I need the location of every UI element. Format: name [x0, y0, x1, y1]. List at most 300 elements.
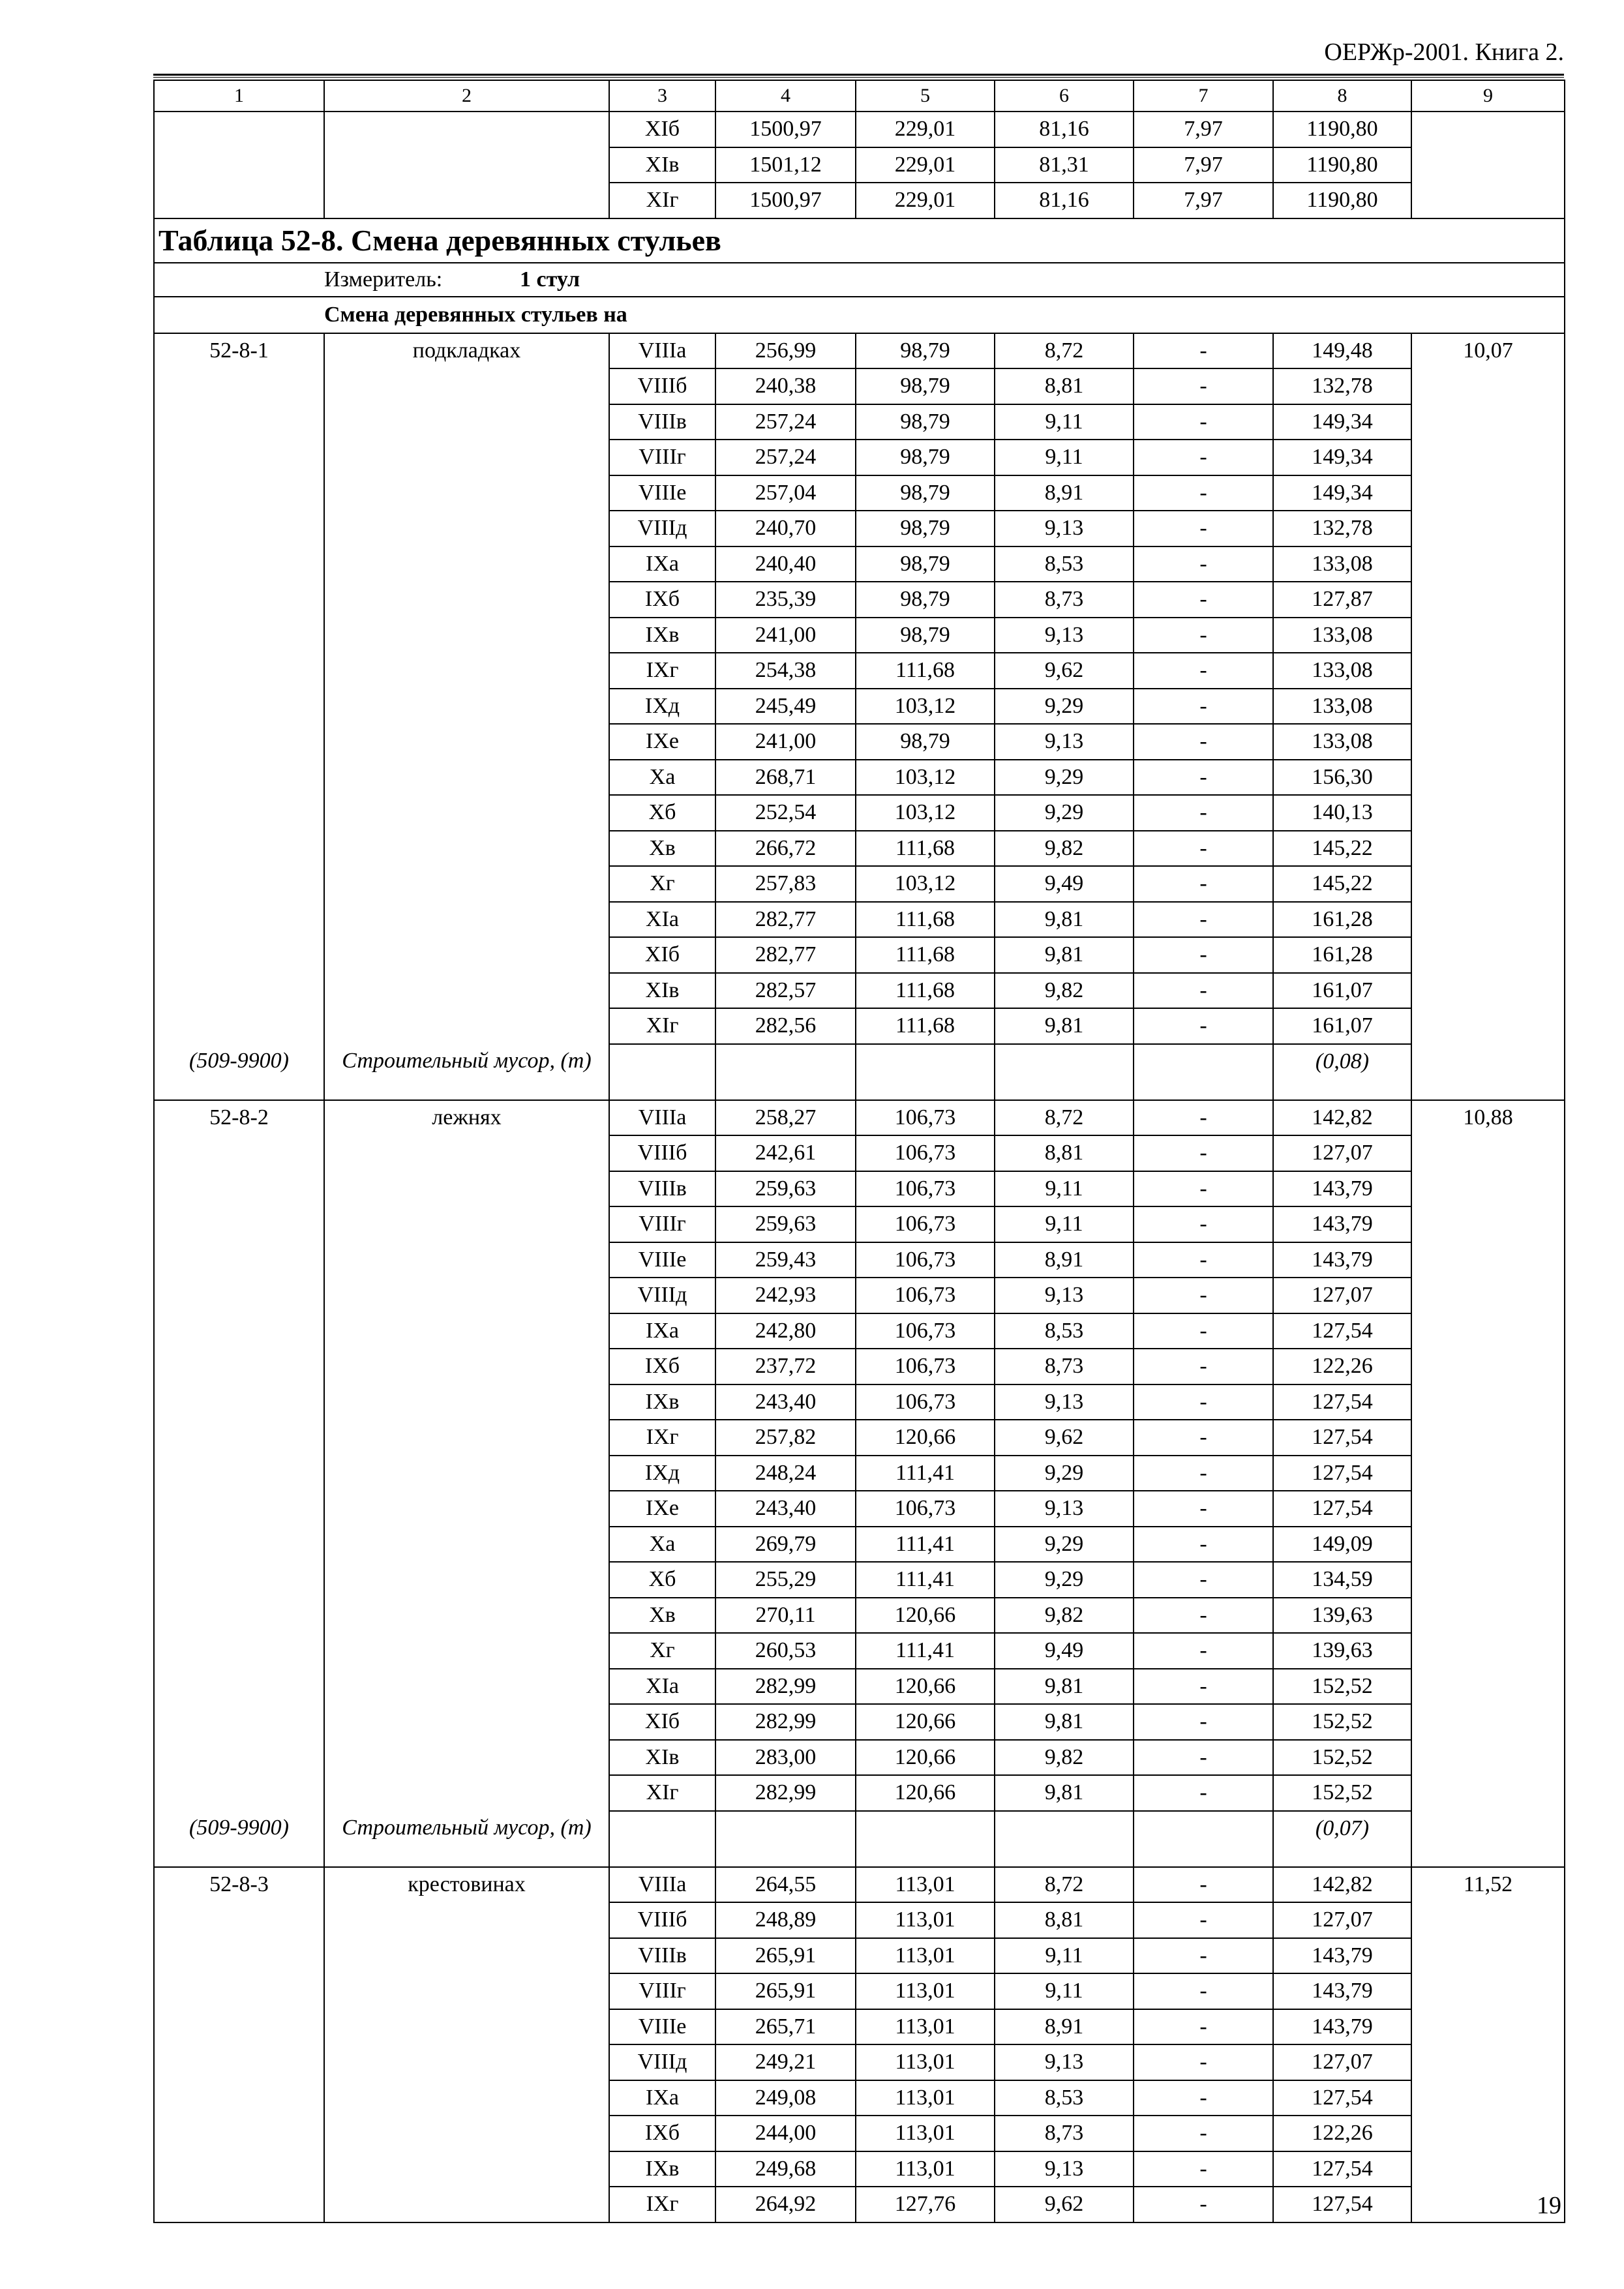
table-row [154, 1775, 1565, 1811]
code-cell [154, 440, 324, 475]
labor-hours-cell [1411, 902, 1565, 938]
labor-cost-cell: 113,01 [856, 1938, 995, 1974]
conditions-cell: Xa [609, 1527, 715, 1563]
name-cell [324, 831, 609, 867]
conditions-cell: Xв [609, 1598, 715, 1634]
column-number: 2 [324, 80, 609, 112]
machine-labor-cell: - [1134, 866, 1273, 902]
name-cell [324, 1562, 609, 1598]
machine-labor-cell: - [1134, 1562, 1273, 1598]
materials-cost-cell: 143,79 [1273, 1242, 1411, 1278]
materials-cost-cell: 132,78 [1273, 511, 1411, 546]
name-cell [324, 546, 609, 582]
labor-hours-cell [1411, 440, 1565, 475]
intro-cell [154, 297, 1565, 333]
labor-cost-cell: 98,79 [856, 404, 995, 440]
table-row [154, 795, 1565, 831]
code-cell [154, 1740, 324, 1776]
conditions-cell: VIIIд [609, 511, 715, 546]
labor-cost-cell: 106,73 [856, 1135, 995, 1171]
direct-cost-cell: 241,00 [715, 724, 856, 760]
materials-cost-cell: 133,08 [1273, 724, 1411, 760]
direct-cost-cell: 242,61 [715, 1135, 856, 1171]
labor-hours-cell [1411, 475, 1565, 511]
code-cell [154, 475, 324, 511]
direct-cost-cell: 266,72 [715, 831, 856, 867]
empty-cell [609, 1044, 715, 1100]
conditions-cell: VIIIб [609, 1902, 715, 1938]
machine-cost-cell: 8,91 [995, 475, 1134, 511]
name-cell [324, 582, 609, 618]
labor-cost-cell: 113,01 [856, 2044, 995, 2080]
labor-cost-cell: 98,79 [856, 724, 995, 760]
machine-cost-cell: 8,73 [995, 1349, 1134, 1384]
code-cell [154, 1704, 324, 1740]
waste-value: (0,08) [1273, 1044, 1411, 1100]
machine-cost-cell: 9,11 [995, 1171, 1134, 1207]
labor-cost-cell: 98,79 [856, 511, 995, 546]
labor-hours-cell [1411, 724, 1565, 760]
machine-labor-cell: - [1134, 2009, 1273, 2045]
labor-cost-cell: 229,01 [856, 183, 995, 218]
table-row [154, 1740, 1565, 1776]
materials-cost-cell: 127,07 [1273, 1135, 1411, 1171]
machine-labor-cell: - [1134, 724, 1273, 760]
materials-cost-cell: 161,07 [1273, 973, 1411, 1009]
name-cell [324, 1008, 609, 1044]
labor-hours-cell [1411, 1456, 1565, 1491]
machine-cost-cell: 8,73 [995, 2116, 1134, 2151]
table-row [154, 973, 1565, 1009]
labor-hours-cell [1411, 1527, 1565, 1563]
machine-labor-cell: - [1134, 653, 1273, 689]
direct-cost-cell: 282,56 [715, 1008, 856, 1044]
conditions-cell: XIв [609, 147, 715, 183]
empty-cell [995, 1044, 1134, 1100]
labor-hours-cell [1411, 973, 1565, 1009]
labor-hours-cell [1411, 404, 1565, 440]
code-cell [154, 937, 324, 973]
labor-cost-cell: 98,79 [856, 546, 995, 582]
direct-cost-cell: 248,24 [715, 1456, 856, 1491]
machine-labor-cell: - [1134, 2080, 1273, 2116]
direct-cost-cell: 256,99 [715, 333, 856, 369]
table-row [154, 653, 1565, 689]
direct-cost-cell: 282,77 [715, 937, 856, 973]
labor-hours-cell [1411, 866, 1565, 902]
table-row [154, 2151, 1565, 2187]
machine-labor-cell: - [1134, 1135, 1273, 1171]
name-cell [324, 1669, 609, 1705]
labor-hours-cell [1411, 1562, 1565, 1598]
name-cell: лежнях [324, 1100, 609, 1136]
table-row [154, 333, 1565, 369]
materials-cost-cell: 127,54 [1273, 1491, 1411, 1527]
conditions-cell: IXб [609, 2116, 715, 2151]
labor-cost-cell: 103,12 [856, 760, 995, 796]
name-cell [324, 689, 609, 725]
table-row [154, 1704, 1565, 1740]
machine-labor-cell: - [1134, 2116, 1273, 2151]
labor-cost-cell: 120,66 [856, 1704, 995, 1740]
code-cell [154, 1527, 324, 1563]
conditions-cell: IXв [609, 618, 715, 653]
table-row [154, 147, 1565, 183]
table-row [154, 1171, 1565, 1207]
table-row [154, 582, 1565, 618]
materials-cost-cell: 133,08 [1273, 618, 1411, 653]
conditions-cell: VIIIe [609, 475, 715, 511]
name-cell [324, 760, 609, 796]
name-cell [324, 2151, 609, 2187]
labor-cost-cell: 98,79 [856, 368, 995, 404]
materials-cost-cell: 139,63 [1273, 1633, 1411, 1669]
materials-cost-cell: 140,13 [1273, 795, 1411, 831]
machine-labor-cell: - [1134, 511, 1273, 546]
direct-cost-cell: 235,39 [715, 582, 856, 618]
labor-hours-cell [1411, 1775, 1565, 1811]
code-cell [154, 1135, 324, 1171]
machine-cost-cell: 8,53 [995, 546, 1134, 582]
table-row [154, 1633, 1565, 1669]
table-row [154, 112, 1565, 147]
conditions-cell: XIг [609, 1775, 715, 1811]
machine-labor-cell: - [1134, 937, 1273, 973]
materials-cost-cell: 127,54 [1273, 1456, 1411, 1491]
name-cell [324, 147, 609, 183]
column-number: 5 [856, 80, 995, 112]
conditions-cell: VIIIд [609, 2044, 715, 2080]
code-cell [154, 689, 324, 725]
direct-cost-cell: 270,11 [715, 1598, 856, 1634]
machine-cost-cell: 9,29 [995, 1527, 1134, 1563]
table-row [154, 937, 1565, 973]
name-cell [324, 112, 609, 147]
labor-hours-cell [1411, 183, 1565, 218]
machine-cost-cell: 8,72 [995, 1100, 1134, 1136]
conditions-cell: VIIIe [609, 1242, 715, 1278]
code-cell [154, 1633, 324, 1669]
materials-cost-cell: 143,79 [1273, 1171, 1411, 1207]
labor-cost-cell: 120,66 [856, 1669, 995, 1705]
machine-cost-cell: 9,81 [995, 937, 1134, 973]
materials-cost-cell: 156,30 [1273, 760, 1411, 796]
name-cell [324, 1598, 609, 1634]
direct-cost-cell: 243,40 [715, 1384, 856, 1420]
direct-cost-cell: 1500,97 [715, 183, 856, 218]
machine-labor-cell: - [1134, 1242, 1273, 1278]
code-cell [154, 1775, 324, 1811]
code-cell [154, 368, 324, 404]
labor-hours-cell [1411, 1902, 1565, 1938]
conditions-cell: IXб [609, 582, 715, 618]
labor-cost-cell: 120,66 [856, 1740, 995, 1776]
labor-hours-cell [1411, 1044, 1565, 1100]
labor-cost-cell: 103,12 [856, 689, 995, 725]
materials-cost-cell: 149,34 [1273, 475, 1411, 511]
labor-cost-cell: 113,01 [856, 1973, 995, 2009]
direct-cost-cell: 260,53 [715, 1633, 856, 1669]
code-cell [154, 1313, 324, 1349]
materials-cost-cell: 145,22 [1273, 831, 1411, 867]
labor-hours-cell: 11,52 [1411, 1867, 1565, 1903]
book-header-title: ОЕРЖр-2001. Книга 2. [1324, 38, 1564, 66]
table-row [154, 1313, 1565, 1349]
machine-cost-cell: 9,13 [995, 724, 1134, 760]
table-row [154, 1242, 1565, 1278]
name-cell [324, 1456, 609, 1491]
direct-cost-cell: 265,91 [715, 1938, 856, 1974]
labor-hours-cell [1411, 1420, 1565, 1456]
code-cell [154, 1491, 324, 1527]
labor-cost-cell: 111,41 [856, 1562, 995, 1598]
machine-cost-cell: 8,81 [995, 368, 1134, 404]
labor-cost-cell: 106,73 [856, 1171, 995, 1207]
direct-cost-cell: 245,49 [715, 689, 856, 725]
table-row [154, 183, 1565, 218]
code-cell [154, 1349, 324, 1384]
conditions-cell: IXг [609, 2187, 715, 2222]
machine-labor-cell: - [1134, 1171, 1273, 1207]
machine-cost-cell: 9,11 [995, 1973, 1134, 2009]
labor-cost-cell: 98,79 [856, 618, 995, 653]
code-cell [154, 760, 324, 796]
labor-cost-cell: 98,79 [856, 440, 995, 475]
direct-cost-cell: 282,77 [715, 902, 856, 938]
name-cell [324, 2009, 609, 2045]
code-cell [154, 1420, 324, 1456]
table-row [154, 724, 1565, 760]
conditions-cell: XIб [609, 937, 715, 973]
labor-cost-cell: 98,79 [856, 475, 995, 511]
labor-hours-cell [1411, 2080, 1565, 2116]
conditions-cell: Xa [609, 760, 715, 796]
empty-cell [1134, 1811, 1273, 1867]
empty-cell [856, 1044, 995, 1100]
name-cell [324, 937, 609, 973]
labor-hours-cell [1411, 1313, 1565, 1349]
direct-cost-cell: 249,68 [715, 2151, 856, 2187]
materials-cost-cell: 152,52 [1273, 1704, 1411, 1740]
materials-cost-cell: 127,54 [1273, 1384, 1411, 1420]
conditions-cell: VIIIг [609, 440, 715, 475]
labor-hours-cell [1411, 795, 1565, 831]
labor-cost-cell: 106,73 [856, 1100, 995, 1136]
waste-value: (0,07) [1273, 1811, 1411, 1867]
empty-cell [995, 1811, 1134, 1867]
conditions-cell: IXг [609, 653, 715, 689]
materials-cost-cell: 127,54 [1273, 2080, 1411, 2116]
conditions-cell: XIв [609, 973, 715, 1009]
conditions-cell: XIг [609, 1008, 715, 1044]
machine-labor-cell: - [1134, 1775, 1273, 1811]
machine-cost-cell: 9,49 [995, 866, 1134, 902]
name-cell [324, 2187, 609, 2222]
machine-labor-cell: - [1134, 1278, 1273, 1313]
conditions-cell: XIб [609, 112, 715, 147]
direct-cost-cell: 257,04 [715, 475, 856, 511]
direct-cost-cell: 240,70 [715, 511, 856, 546]
name-cell [324, 183, 609, 218]
conditions-cell: XIб [609, 1704, 715, 1740]
materials-cost-cell: 145,22 [1273, 866, 1411, 902]
conditions-cell: XIa [609, 1669, 715, 1705]
materials-cost-cell: 127,07 [1273, 2044, 1411, 2080]
materials-cost-cell: 133,08 [1273, 546, 1411, 582]
machine-labor-cell: - [1134, 1008, 1273, 1044]
labor-hours-cell [1411, 1669, 1565, 1705]
machine-cost-cell: 9,62 [995, 2187, 1134, 2222]
labor-cost-cell: 113,01 [856, 2151, 995, 2187]
materials-cost-cell: 127,54 [1273, 1420, 1411, 1456]
materials-cost-cell: 127,07 [1273, 1902, 1411, 1938]
materials-cost-cell: 149,48 [1273, 333, 1411, 369]
conditions-cell: VIIIв [609, 1938, 715, 1974]
direct-cost-cell: 282,99 [715, 1775, 856, 1811]
labor-cost-cell: 113,01 [856, 2009, 995, 2045]
machine-labor-cell: - [1134, 1349, 1273, 1384]
machine-cost-cell: 9,81 [995, 1669, 1134, 1705]
labor-hours-cell [1411, 1242, 1565, 1278]
machine-cost-cell: 8,81 [995, 1902, 1134, 1938]
table-row [154, 760, 1565, 796]
name-cell [324, 1242, 609, 1278]
labor-cost-cell: 98,79 [856, 582, 995, 618]
machine-cost-cell: 9,29 [995, 689, 1134, 725]
machine-labor-cell: - [1134, 546, 1273, 582]
code-cell [154, 404, 324, 440]
column-number: 8 [1273, 80, 1411, 112]
code-cell [154, 1206, 324, 1242]
materials-cost-cell: 127,54 [1273, 2151, 1411, 2187]
labor-hours-cell [1411, 147, 1565, 183]
conditions-cell: IXв [609, 1384, 715, 1420]
code-cell [154, 1902, 324, 1938]
labor-hours-cell [1411, 1135, 1565, 1171]
materials-cost-cell: 142,82 [1273, 1867, 1411, 1903]
machine-labor-cell: 7,97 [1134, 183, 1273, 218]
table-row [154, 1562, 1565, 1598]
direct-cost-cell: 243,40 [715, 1491, 856, 1527]
materials-cost-cell: 161,28 [1273, 937, 1411, 973]
conditions-cell: VIIIв [609, 1171, 715, 1207]
labor-cost-cell: 106,73 [856, 1313, 995, 1349]
conditions-cell: XIг [609, 183, 715, 218]
machine-cost-cell: 9,62 [995, 653, 1134, 689]
conditions-cell: IXг [609, 1420, 715, 1456]
table-row [154, 902, 1565, 938]
code-cell [154, 1384, 324, 1420]
machine-labor-cell: - [1134, 760, 1273, 796]
name-cell [324, 795, 609, 831]
name-cell [324, 1420, 609, 1456]
labor-cost-cell: 111,68 [856, 1008, 995, 1044]
machine-labor-cell: - [1134, 1669, 1273, 1705]
machine-labor-cell: - [1134, 902, 1273, 938]
machine-cost-cell: 81,16 [995, 183, 1134, 218]
labor-hours-cell [1411, 2151, 1565, 2187]
name-cell [324, 1278, 609, 1313]
machine-cost-cell: 9,29 [995, 1562, 1134, 1598]
table-row [154, 2009, 1565, 2045]
name-cell [324, 653, 609, 689]
name-cell [324, 1171, 609, 1207]
materials-cost-cell: 143,79 [1273, 1938, 1411, 1974]
direct-cost-cell: 240,38 [715, 368, 856, 404]
machine-cost-cell: 9,13 [995, 1278, 1134, 1313]
name-cell: подкладках [324, 333, 609, 369]
machine-cost-cell: 9,29 [995, 1456, 1134, 1491]
labor-hours-cell [1411, 1704, 1565, 1740]
machine-cost-cell: 9,29 [995, 795, 1134, 831]
materials-cost-cell: 161,28 [1273, 902, 1411, 938]
column-number-row [154, 80, 1565, 112]
labor-hours-cell [1411, 1598, 1565, 1634]
name-cell [324, 1902, 609, 1938]
machine-cost-cell: 9,62 [995, 1420, 1134, 1456]
materials-cost-cell: 143,79 [1273, 2009, 1411, 2045]
name-cell [324, 1491, 609, 1527]
empty-cell [609, 1811, 715, 1867]
machine-labor-cell: 7,97 [1134, 112, 1273, 147]
conditions-cell: VIIIa [609, 333, 715, 369]
materials-cost-cell: 142,82 [1273, 1100, 1411, 1136]
code-cell [154, 866, 324, 902]
labor-cost-cell: 106,73 [856, 1242, 995, 1278]
name-cell [324, 1704, 609, 1740]
conditions-cell: VIIIд [609, 1278, 715, 1313]
labor-cost-cell: 106,73 [856, 1384, 995, 1420]
materials-cost-cell: 132,78 [1273, 368, 1411, 404]
table-row [154, 1669, 1565, 1705]
machine-cost-cell: 9,13 [995, 2044, 1134, 2080]
code-cell [154, 973, 324, 1009]
labor-hours-cell [1411, 2044, 1565, 2080]
direct-cost-cell: 1501,12 [715, 147, 856, 183]
materials-cost-cell: 133,08 [1273, 653, 1411, 689]
labor-hours-cell [1411, 1171, 1565, 1207]
name-cell [324, 440, 609, 475]
machine-labor-cell: - [1134, 618, 1273, 653]
direct-cost-cell: 259,63 [715, 1206, 856, 1242]
direct-cost-cell: 255,29 [715, 1562, 856, 1598]
labor-cost-cell: 106,73 [856, 1206, 995, 1242]
conditions-cell: IXд [609, 689, 715, 725]
direct-cost-cell: 249,08 [715, 2080, 856, 2116]
code-cell [154, 618, 324, 653]
machine-labor-cell: - [1134, 333, 1273, 369]
machine-labor-cell: - [1134, 2187, 1273, 2222]
direct-cost-cell: 264,55 [715, 1867, 856, 1903]
labor-cost-cell: 113,01 [856, 2116, 995, 2151]
direct-cost-cell: 265,71 [715, 2009, 856, 2045]
labor-cost-cell: 98,79 [856, 333, 995, 369]
labor-cost-cell: 120,66 [856, 1420, 995, 1456]
direct-cost-cell: 282,99 [715, 1669, 856, 1705]
materials-cost-cell: 152,52 [1273, 1775, 1411, 1811]
labor-hours-cell [1411, 1278, 1565, 1313]
conditions-cell: IXe [609, 1491, 715, 1527]
column-number: 4 [715, 80, 856, 112]
direct-cost-cell: 237,72 [715, 1349, 856, 1384]
direct-cost-cell: 242,80 [715, 1313, 856, 1349]
materials-cost-cell: 143,79 [1273, 1206, 1411, 1242]
waste-name: Строительный мусор, (т) [324, 1811, 609, 1867]
direct-cost-cell: 257,83 [715, 866, 856, 902]
table-row [154, 1867, 1565, 1903]
labor-cost-cell: 120,66 [856, 1598, 995, 1634]
machine-cost-cell: 8,72 [995, 333, 1134, 369]
